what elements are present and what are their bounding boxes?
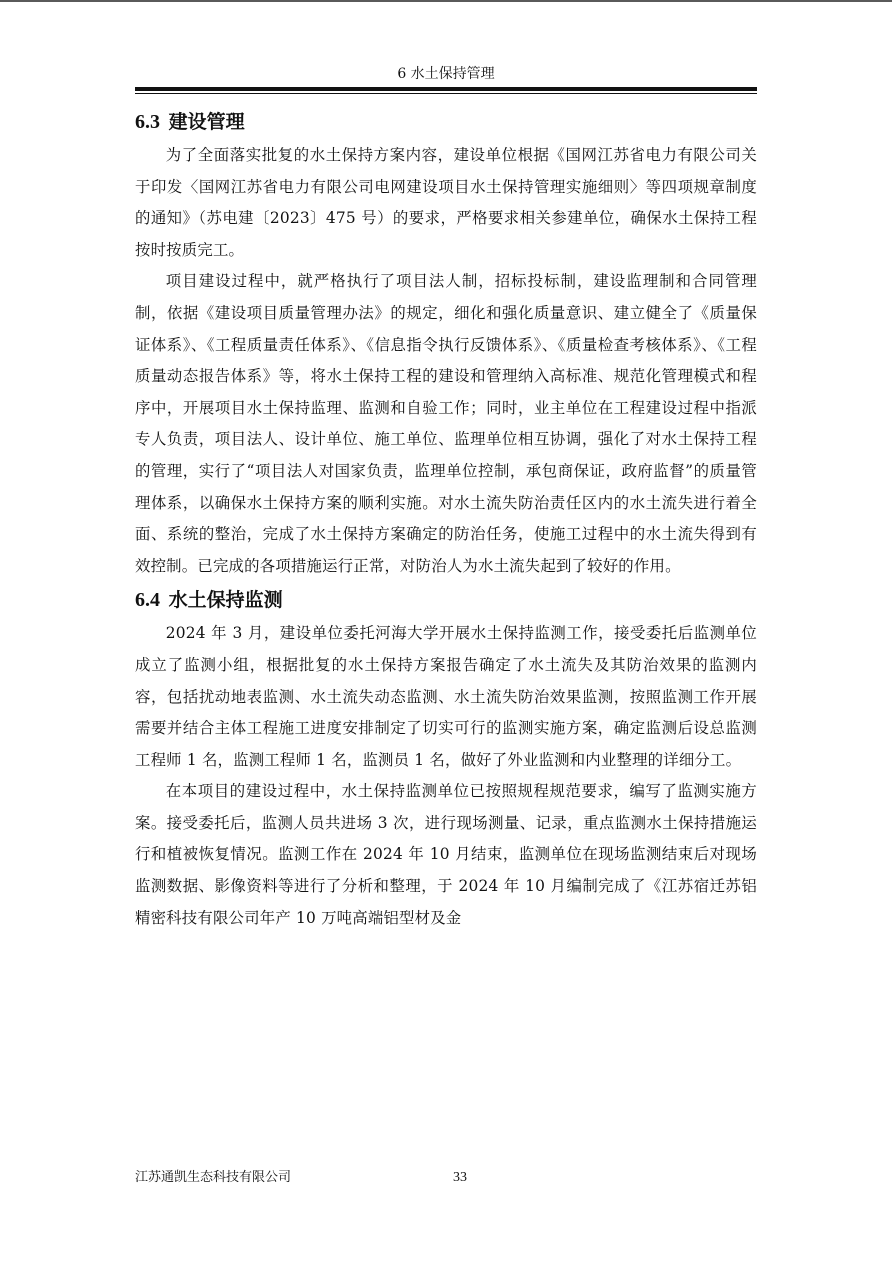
page-top-border (0, 0, 892, 2)
section-heading-6-3 (135, 104, 757, 140)
section-number: 6.3 (135, 111, 160, 133)
footer-company: 江苏通凯生态科技有限公司 (135, 1170, 292, 1185)
section-title: 水土保持监测 (168, 589, 283, 612)
page-number: 33 (453, 1170, 467, 1185)
page-body (135, 104, 757, 934)
paragraph: 2024 年 3 月，建设单位委托河海大学开展水土保持监测工作，接受委托后监测单位成立了监测小组，根据批复的水土保持方案报告确定了水土流失及其防治效果的监测内容，包括扰动地表监测、水土流失动态监测、水土流失防治效果监测，按照监测工作开展需要并结合主体工程施工进度安排制定了切实可行的监测实施方案，确定监测后设总监测工程师 1 名，监测工程师 1 名，监测员 1 名，做好了外业监测和内业整理的详细分工。 (135, 624, 757, 769)
paragraph: 为了全面落实批复的水土保持方案内容，建设单位根据《国网江苏省电力有限公司关于印发〈国网江苏省电力有限公司电网建设项目水土保持管理实施细则〉等四项规章制度的通知》（苏电建〔2023〕475 号）的要求，严格要求相关参建单位，确保水土保持工程按时按质完工。 (135, 146, 757, 259)
section-number: 6.4 (135, 589, 160, 612)
section-title: 建设管理 (168, 111, 245, 133)
header-rule-thin (135, 93, 757, 94)
header-rule-thick (135, 87, 757, 91)
paragraph: 在本项目的建设过程中，水土保持监测单位已按照规程规范要求，编写了监测实施方案。接受委托后，监测人员共进场 3 次，进行现场测量、记录，重点监测水土保持措施运行和植被恢复情况。监测工作在 2024 年 10 月结束，监测单位在现场监测结束后对现场监测数据、影像资料等进行了分析和整理，于 2024 年 10 月编制完成了《江苏宿迁苏铝精密科技有限公司年产 10 万吨高端铝型材及金 (135, 782, 757, 927)
paragraph: 项目建设过程中，就严格执行了项目法人制，招标投标制，建设监理制和合同管理制，依据《建设项目质量管理办法》的规定，细化和强化质量意识、建立健全了《质量保证体系》、《工程质量责任体系》、《信息指令执行反馈体系》、《质量检查考核体系》、《工程质量动态报告体系》等，将水土保持工程的建设和管理纳入高标准、规范化管理模式和程序中，开展项目水土保持监理、监测和自验工作；同时，业主单位在工程建设过程中指派专人负责，项目法人、设计单位、施工单位、监理单位相互协调，强化了对水土保持工程的管理，实行了“项目法人对国家负责，监理单位控制，承包商保证，政府监督”的质量管理体系，以确保水土保持方案的顺利实施。对水土流失防治责任区内的水土流失进行着全面、系统的整治，完成了水土保持方案确定的防治任务，使施工过程中的水土流失得到有效控制。已完成的各项措施运行正常，对防治人为水土流失起到了较好的作用。 (135, 272, 757, 575)
section-heading-6-4 (135, 582, 757, 618)
running-header: 6 水土保持管理 (397, 66, 495, 82)
